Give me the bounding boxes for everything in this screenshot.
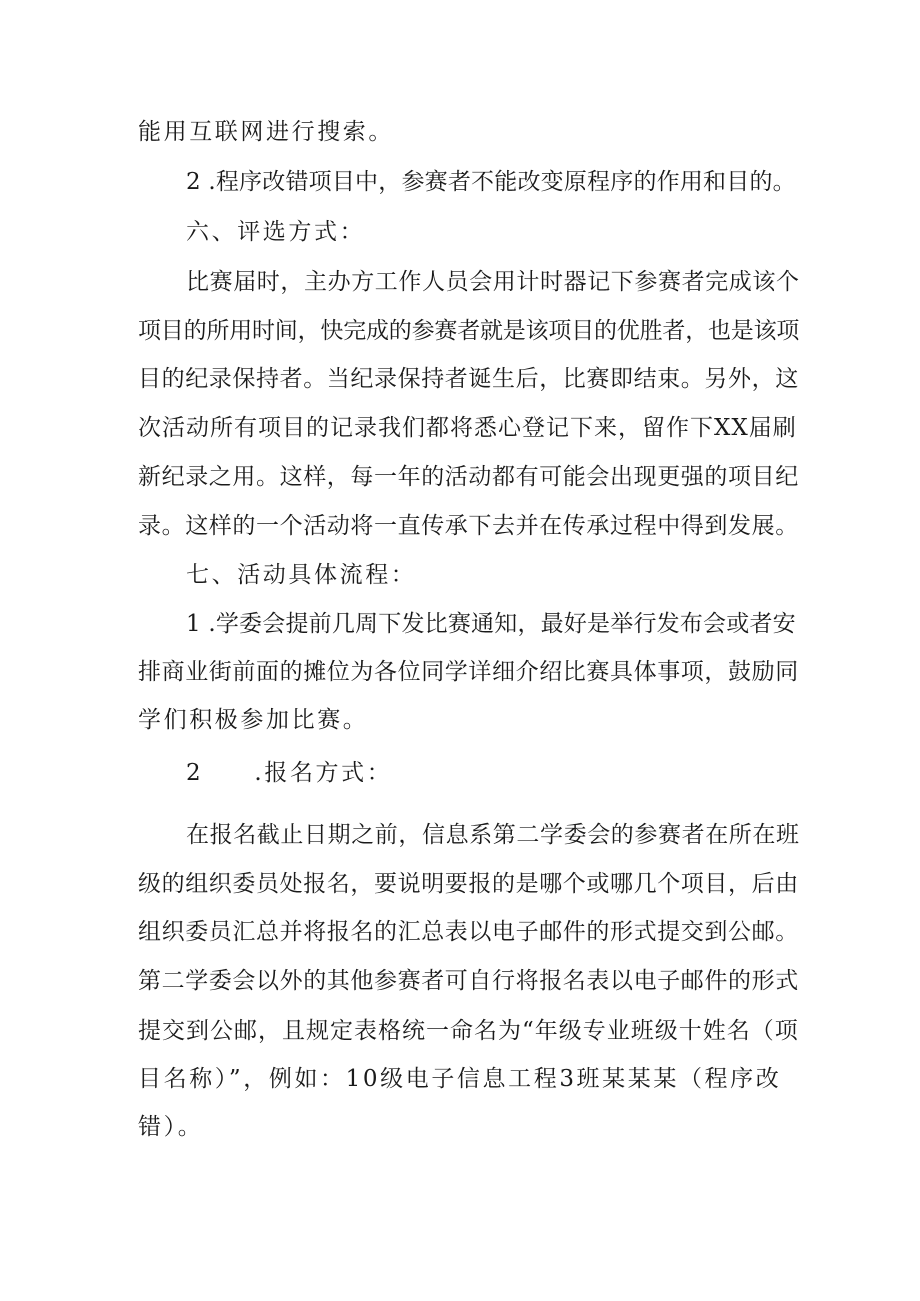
text-line: 目的纪录保持者。当纪录保持者诞生后，比赛即结束。另外，这	[138, 366, 799, 392]
text-line: 目名称）”，例如：10级电子信息工程3班某某某（程序改	[138, 1066, 782, 1092]
text-line: 录。这样的一个活动将一直传承下去并在传承过程中得到发展。	[138, 513, 799, 539]
text-line: 新纪录之用。这样，每一年的活动都有可能会出现更强的项目纪	[138, 464, 799, 490]
text-line: 比赛届时，主办方工作人员会用计时器记下参赛者完成该个	[186, 269, 800, 295]
text-line: 项目的所用时间，快完成的参赛者就是该项目的优胜者，也是该项	[138, 318, 800, 344]
text-line: 2 .程序改错项目中，参赛者不能改变原程序的作用和目的。	[186, 169, 796, 195]
text-line: 学们积极参加比赛。	[138, 707, 369, 733]
text-line: 第二学委会以外的其他参赛者可自行将报名表以电子邮件的形式	[138, 968, 799, 994]
text-line: 排商业街前面的摊位为各位同学详细介绍比赛具体事项，鼓励同	[138, 659, 799, 685]
text-line: 能用互联网进行搜索。	[138, 119, 394, 145]
text-line: 在报名截止日期之前，信息系第二学委会的参赛者在所在班	[186, 822, 800, 848]
text-line: 级的组织委员处报名，要说明要报的是哪个或哪几个项目，后由	[138, 871, 799, 897]
text-line: 提交到公邮，且规定表格统一命名为“年级专业班级十姓名（项	[138, 1018, 799, 1044]
section-heading: 七、活动具体流程：	[186, 562, 417, 588]
text-line: 错）。	[138, 1114, 204, 1140]
text-line: 2 .报名方式：	[186, 760, 393, 786]
section-heading: 六、评选方式：	[186, 219, 366, 245]
text-line: 1 .学委会提前几周下发比赛通知，最好是举行发布会或者安	[186, 611, 796, 637]
text-line: 组织委员汇总并将报名的汇总表以电子邮件的形式提交到公邮。	[138, 919, 799, 945]
text-line: 次活动所有项目的记录我们都将悉心登记下来，留作下XX届刷	[138, 415, 797, 441]
